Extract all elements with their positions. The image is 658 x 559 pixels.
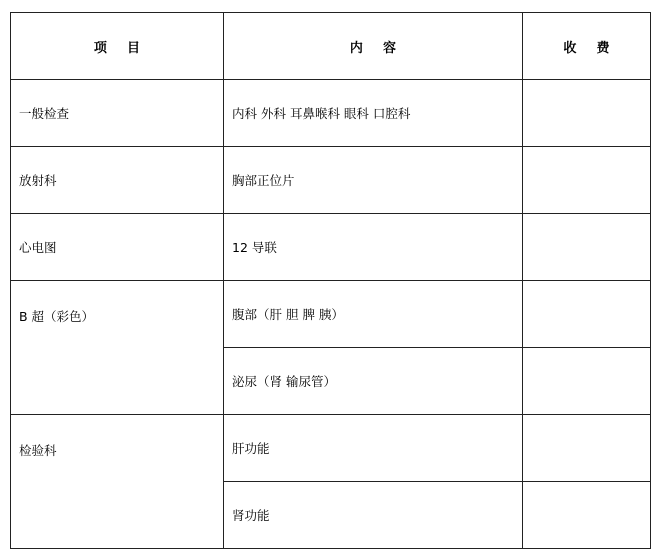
header-item: 项 目 xyxy=(11,13,224,80)
table-row xyxy=(11,147,651,214)
content-cell: 肝功能 xyxy=(224,415,523,482)
item-cell: B 超（彩色） xyxy=(11,281,224,415)
table-row xyxy=(11,281,651,348)
content-cell: 胸部正位片 xyxy=(224,147,523,214)
content-cell: 泌尿（肾 输尿管） xyxy=(224,348,523,415)
header-fee: 收 费 xyxy=(523,13,651,80)
content-cell: 12 导联 xyxy=(224,214,523,281)
item-cell: 心电图 xyxy=(11,214,224,281)
fee-cell xyxy=(523,281,651,348)
content-cell: 腹部（肝 胆 脾 胰） xyxy=(224,281,523,348)
table-header-row xyxy=(11,13,651,80)
content-cell: 肾功能 xyxy=(224,482,523,549)
fee-cell xyxy=(523,415,651,482)
item-cell: 一般检查 xyxy=(11,80,224,147)
fee-cell xyxy=(523,147,651,214)
content-cell: 内科 外科 耳鼻喉科 眼科 口腔科 xyxy=(224,80,523,147)
fee-cell xyxy=(523,80,651,147)
fee-cell xyxy=(523,482,651,549)
fee-cell xyxy=(523,348,651,415)
header-content: 内 容 xyxy=(224,13,523,80)
fee-cell xyxy=(523,214,651,281)
table-row xyxy=(11,80,651,147)
item-cell: 放射科 xyxy=(11,147,224,214)
item-cell: 检验科 xyxy=(11,415,224,549)
table-row xyxy=(11,415,651,482)
exam-fee-table xyxy=(10,12,651,549)
table-row xyxy=(11,214,651,281)
